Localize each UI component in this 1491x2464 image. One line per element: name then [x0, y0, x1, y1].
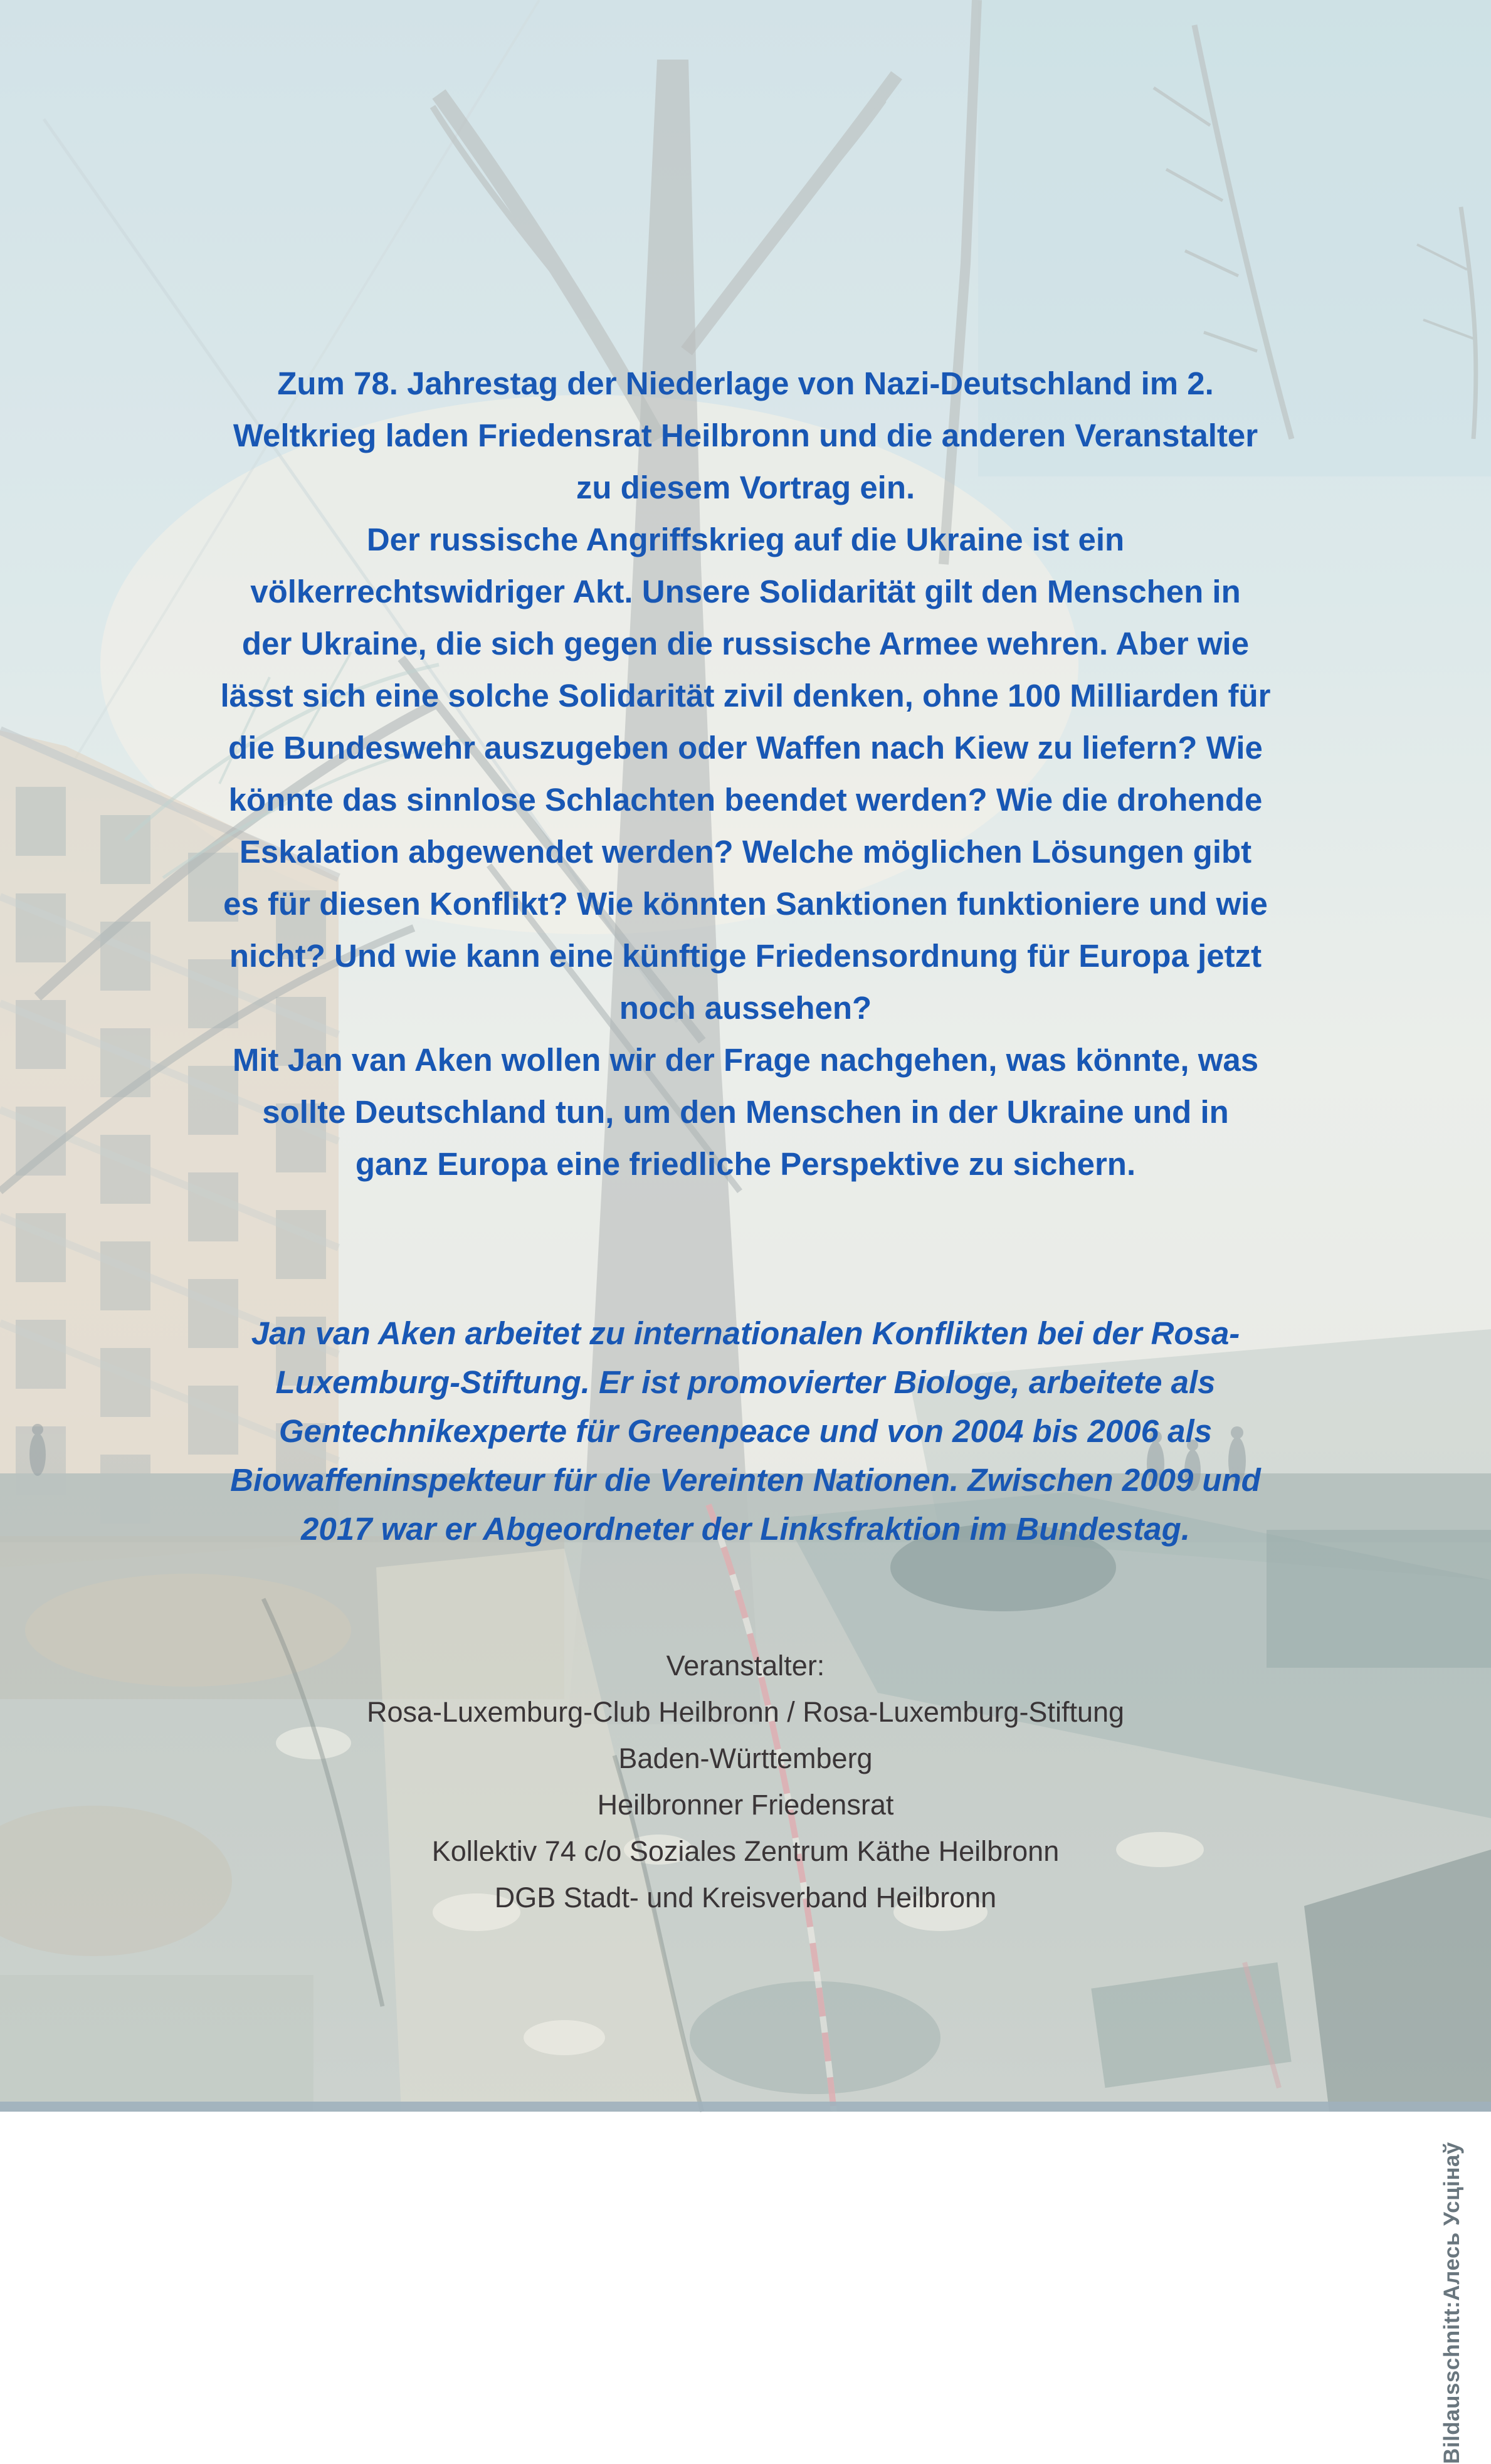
intro-line: der Ukraine, die sich gegen die russische Armee wehren. Aber wie — [241, 626, 1250, 661]
organizer-line: Kollektiv 74 c/o Soziales Zentrum Käthe Heilbronn — [431, 1835, 1060, 1867]
intro-line: lässt sich eine solche Solidarität zivil denken, ohne 100 Milliarden für — [220, 678, 1271, 713]
intro-line: völkerrechtswidriger Akt. Unsere Solidarität gilt den Menschen in — [250, 574, 1241, 609]
organizer-line: Rosa-Luxemburg-Club Heilbronn / Rosa-Luxemburg-Stiftung — [366, 1696, 1125, 1728]
bio-line: Biowaffeninspekteur für die Vereinten Nationen. Zwischen 2009 und — [230, 1462, 1261, 1498]
organizers-block — [56, 1643, 1435, 1921]
intro-line: die Bundeswehr auszugeben oder Waffen nach Kiew zu liefern? Wie — [228, 730, 1263, 766]
intro-line: ganz Europa eine friedliche Perspektive zu sichern. — [355, 1146, 1136, 1182]
bio-paragraph — [56, 1309, 1435, 1554]
intro-line: könnte das sinnlose Schlachten beendet werden? Wie die drohende — [228, 782, 1263, 818]
intro-line: Zum 78. Jahrestag der Niederlage von Nazi-Deutschland im 2. — [277, 366, 1214, 401]
bio-line: Gentechnikexperte für Greenpeace und von 2004 bis 2006 als — [278, 1413, 1213, 1449]
intro-line: noch aussehen? — [619, 990, 872, 1026]
organizer-line: DGB Stadt- und Kreisverband Heilbronn — [494, 1882, 997, 1914]
intro-line: zu diesem Vortrag ein. — [576, 470, 915, 505]
intro-line: Der russische Angriffskrieg auf die Ukraine ist ein — [366, 522, 1125, 557]
intro-line: Weltkrieg laden Friedensrat Heilbronn und die anderen Veranstalter — [233, 418, 1258, 453]
intro-line: nicht? Und wie kann eine künftige Friedensordnung für Europa jetzt — [229, 938, 1262, 974]
intro-paragraph — [56, 357, 1435, 1190]
bio-line: Jan van Aken arbeitet zu internationalen Konflikten bei der Rosa- — [251, 1315, 1240, 1351]
intro-line: sollte Deutschland tun, um den Menschen in der Ukraine und in — [262, 1094, 1229, 1130]
organizer-line: Heilbronner Friedensrat — [597, 1789, 894, 1821]
intro-line: es für diesen Konflikt? Wie könnten Sanktionen funktioniere und wie — [223, 886, 1268, 922]
bio-line: 2017 war er Abgeordneter der Linksfraktion im Bundestag. — [301, 1511, 1190, 1547]
organizer-line: Baden-Württemberg — [618, 1742, 873, 1774]
bio-line: Luxemburg-Stiftung. Er ist promovierter Biologe, arbeitete als — [275, 1364, 1216, 1400]
organizers-heading: Veranstalter: — [666, 1650, 825, 1682]
intro-line: Mit Jan van Aken wollen wir der Frage nachgehen, was könnte, was — [232, 1042, 1259, 1078]
photo-credit: Bildausschnitt:Алесь Усцінаў — [1440, 2142, 1464, 2464]
intro-line: Eskalation abgewendet werden? Welche möglichen Lösungen gibt — [239, 834, 1252, 870]
